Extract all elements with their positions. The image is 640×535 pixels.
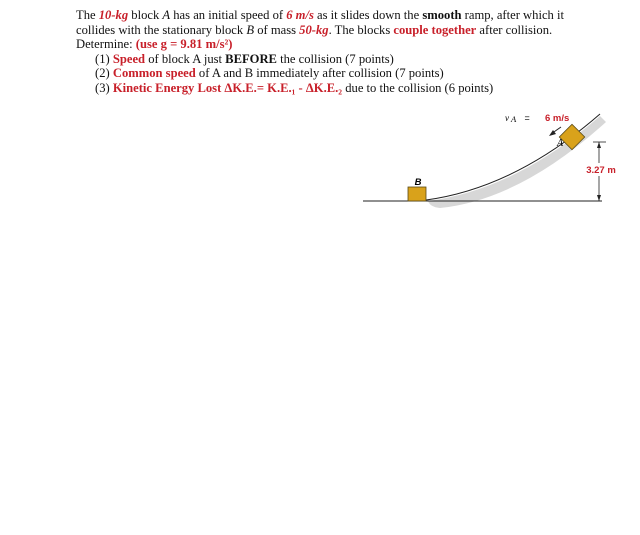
mass-a-value: 10-kg bbox=[98, 8, 129, 22]
velocity-v: v bbox=[505, 113, 509, 123]
height-label: 3.27 m bbox=[586, 165, 616, 176]
determine-line: Determine: (use g = 9.81 m/s²) bbox=[76, 37, 233, 52]
speed-value: 6 m/s bbox=[286, 8, 314, 22]
velocity-label: A bbox=[511, 114, 517, 124]
velocity-equals: = bbox=[522, 113, 533, 123]
block-b-ref: B bbox=[246, 22, 255, 37]
question-2: (2) Common speed of A and B immediately after collision (7 points) bbox=[95, 66, 444, 81]
height-arrow-bottom bbox=[597, 195, 601, 201]
question-3: (3) Kinetic Energy Lost ΔK.E.= K.E.₁ - ΔK.E.₂ due to the collision (6 points) bbox=[95, 80, 494, 95]
block-a-label: A bbox=[557, 138, 564, 149]
height-arrow-top bbox=[597, 142, 601, 148]
problem-intro: The 10-kg block A has an initial speed of 6 m/s as it slides down the smooth ramp, after which it collides with the stationary block B of mass 50-kg. The blocks couple together after collision. bbox=[76, 8, 564, 37]
block-b-label: B bbox=[414, 177, 422, 188]
gravity-note: (use g = 9.81 m/s²) bbox=[135, 37, 233, 52]
mass-b-value: 50-kg bbox=[299, 22, 329, 37]
block-a-ref: A bbox=[162, 8, 171, 22]
couple-keyword: couple together bbox=[393, 22, 477, 37]
smooth-keyword: smooth bbox=[422, 8, 462, 22]
question-1: (1) Speed of block A just BEFORE the collision (7 points) bbox=[95, 51, 394, 66]
velocity-value: 6 m/s bbox=[545, 113, 570, 124]
block-b bbox=[408, 187, 426, 201]
